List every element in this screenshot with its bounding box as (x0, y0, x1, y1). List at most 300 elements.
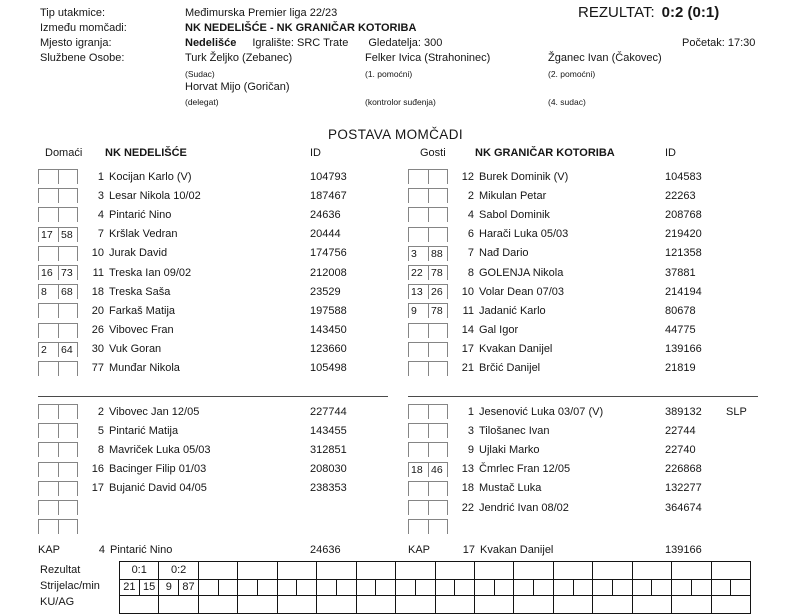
scorer-minute (454, 580, 474, 595)
player-id: 227744 (310, 405, 347, 418)
away-starters-row (408, 167, 768, 186)
ku-ag-cell (120, 596, 158, 613)
scorer-cell (633, 580, 671, 596)
away-kap-label: KAP (408, 543, 431, 556)
home-subs-divider (38, 396, 388, 397)
player-name: Harači Luka 05/03 (479, 228, 569, 241)
sub-out-box (408, 342, 428, 357)
shirt-number: 7 (97, 228, 104, 241)
scorer-cell (554, 580, 592, 596)
player-id: 226868 (665, 463, 702, 476)
home-captain-id: 24636 (310, 543, 341, 556)
sub-minute-box: 78 (428, 303, 448, 318)
scorer-cell (712, 580, 750, 596)
player-name: Jesenović Luka 03/07 (V) (479, 405, 604, 418)
home-subs-row (38, 479, 398, 498)
sub-out-box (38, 481, 58, 496)
home-starters-list (38, 167, 398, 378)
player-id: 104583 (665, 170, 702, 183)
sub-minute-box (428, 169, 448, 184)
sub-out-box (408, 481, 428, 496)
sub-out-box (38, 361, 58, 376)
sub-minute-box: 46 (428, 462, 448, 477)
teams-label: Između momčadi: (40, 22, 127, 34)
shirt-number: 77 (91, 362, 104, 375)
player-name: GOLENJA Nikola (479, 266, 564, 279)
sub-out-box: 8 (38, 284, 58, 299)
player-id: 212008 (310, 266, 347, 279)
result-cell: 0:1 (120, 562, 158, 580)
ku-ag-row-label: KU/AG (40, 596, 75, 608)
away-captain-id: 139166 (665, 543, 702, 556)
sub-out-box (38, 169, 58, 184)
home-starters-row (38, 359, 398, 378)
shirt-number: 18 (91, 285, 104, 298)
scorer-minute (651, 580, 671, 595)
sub-out-box (408, 442, 428, 457)
home-subs-row (38, 498, 398, 517)
sub-out-box (38, 462, 58, 477)
scorer-number (475, 580, 494, 595)
sub-minute-box (428, 207, 448, 222)
shirt-number: 20 (91, 304, 104, 317)
away-starters-row (408, 321, 768, 340)
score-grid-column (278, 562, 317, 613)
shirt-number: 10 (91, 247, 104, 260)
ku-ag-cell (554, 596, 592, 613)
sub-minute-box (58, 519, 78, 534)
officials-label: Službene Osobe: (40, 52, 125, 64)
shirt-number: 30 (91, 343, 104, 356)
sub-out-box (38, 519, 58, 534)
ku-ag-cell (238, 596, 276, 613)
sub-out-box (408, 500, 428, 515)
sub-out-box (408, 519, 428, 534)
delegate-role: (delegat) (185, 97, 219, 107)
scorer-cell (593, 580, 631, 596)
player-id: 22744 (665, 424, 696, 437)
shirt-number: 7 (467, 247, 474, 260)
shirt-number: 10 (461, 285, 474, 298)
player-name: Volar Dean 07/03 (479, 285, 565, 298)
player-name: Ujlaki Marko (479, 443, 540, 456)
sub-minute-box (58, 361, 78, 376)
player-name: Vuk Goran (109, 343, 162, 356)
scorer-number (357, 580, 376, 595)
player-id: 187467 (310, 189, 347, 202)
player-id: 22740 (665, 443, 696, 456)
sub-out-box (38, 188, 58, 203)
sub-minute-box (58, 246, 78, 261)
player-name: Sabol Dominik (479, 208, 550, 221)
player-name: Kocijan Karlo (V) (109, 170, 192, 183)
scorer-minute (691, 580, 711, 595)
sub-out-box: 3 (408, 246, 428, 261)
lineup-title: POSTAVA MOMČADI (327, 127, 463, 142)
player-id: 312851 (310, 443, 347, 456)
scorer-cell (475, 580, 513, 596)
away-subs-row (408, 517, 768, 536)
sub-minute-box: 88 (428, 246, 448, 261)
player-name: Čmrlec Fran 12/05 (479, 463, 571, 476)
ku-ag-cell (357, 596, 395, 613)
player-id: 22263 (665, 189, 696, 202)
player-id: 121358 (665, 247, 702, 260)
sub-minute-box: 58 (58, 227, 78, 242)
home-subs-row (38, 402, 398, 421)
away-captain-name: Kvakan Danijel (480, 543, 554, 556)
sub-minute-box (428, 481, 448, 496)
score-grid-column (120, 562, 159, 613)
player-name: Tilošanec Ivan (479, 424, 550, 437)
scorer-cell (672, 580, 710, 596)
sub-out-box (408, 361, 428, 376)
player-name: Vibovec Jan 12/05 (109, 405, 200, 418)
result-cell (396, 562, 434, 580)
scorer-number: 21 (123, 581, 136, 593)
sub-out-box (408, 227, 428, 242)
player-name: Nađ Dario (479, 247, 529, 260)
score-grid-column (672, 562, 711, 613)
field-name: Igralište: SRC Trate (252, 37, 349, 49)
away-captain-number: 17 (462, 543, 475, 556)
sub-out-box (38, 423, 58, 438)
scorer-number (593, 580, 612, 595)
shirt-number: 6 (467, 228, 474, 241)
shirt-number: 8 (467, 266, 474, 279)
sub-minute-box (58, 303, 78, 318)
scorer-minute (494, 580, 514, 595)
shirt-number: 26 (91, 324, 104, 337)
result-cell (593, 562, 631, 580)
result-cell (514, 562, 552, 580)
away-starters-row (408, 340, 768, 359)
result-value: 0:2 (0:1) (661, 4, 720, 21)
ku-ag-cell (317, 596, 355, 613)
result-label: REZULTAT: (578, 4, 655, 21)
sub-out-box: 13 (408, 284, 428, 299)
player-name: Lesar Nikola 10/02 (109, 189, 201, 202)
away-starters-row (408, 282, 768, 301)
ku-ag-cell (199, 596, 237, 613)
player-name: Mikulan Petar (479, 189, 547, 202)
assistant1-role: (1. pomoćni) (365, 69, 413, 79)
sub-minute-box (428, 519, 448, 534)
sub-out-box (408, 323, 428, 338)
player-name: Gal Igor (479, 324, 519, 337)
venue-line (185, 37, 442, 49)
score-grid-column (199, 562, 238, 613)
sub-minute-box (58, 423, 78, 438)
sub-minute-box (58, 442, 78, 457)
player-id: 219420 (665, 228, 702, 241)
home-subs-row (38, 460, 398, 479)
result-row-label: Rezultat (40, 564, 81, 576)
score-grid-column (436, 562, 475, 613)
scorer-number: 9 (165, 581, 172, 593)
scorer-cell (357, 580, 395, 596)
sub-out-box (408, 423, 428, 438)
player-id: 44775 (665, 324, 696, 337)
home-captain-row (38, 540, 398, 559)
player-extra-flag: SLP (726, 405, 747, 418)
home-subs-list (38, 402, 398, 536)
score-grid-column (712, 562, 750, 613)
teams-value: NK NEDELIŠĆE - NK GRANIČAR KOTORIBA (185, 22, 417, 34)
shirt-number: 14 (461, 324, 474, 337)
controller-role: (kontrolor suđenja) (365, 97, 436, 107)
player-id: 24636 (310, 208, 341, 221)
sub-minute-box (58, 207, 78, 222)
player-id: 208768 (665, 208, 702, 221)
scorer-cell (159, 580, 197, 596)
home-starters-row (38, 167, 398, 186)
sub-out-box: 2 (38, 342, 58, 357)
shirt-number: 4 (97, 208, 104, 221)
venue-name: Nedelišće (185, 37, 237, 49)
sub-minute-box (428, 500, 448, 515)
scorer-cell (514, 580, 552, 596)
away-subs-row (408, 479, 768, 498)
shirt-number: 2 (467, 189, 474, 202)
sub-minute-box (58, 481, 78, 496)
scorer-minute (257, 580, 277, 595)
home-starters-row (38, 301, 398, 320)
shirt-number: 1 (97, 170, 104, 183)
shirt-number: 11 (462, 304, 474, 317)
player-id: 238353 (310, 482, 347, 495)
shirt-number: 22 (461, 501, 474, 514)
sub-out-box: 18 (408, 462, 428, 477)
sub-minute-box: 26 (428, 284, 448, 299)
player-name: Farkaš Matija (109, 304, 176, 317)
player-name: Treska Ian 09/02 (109, 266, 192, 279)
shirt-number: 1 (467, 405, 474, 418)
scorer-minute (612, 580, 632, 595)
result-cell (712, 562, 750, 580)
player-name: Treska Saša (109, 285, 171, 298)
home-captain-name: Pintarić Nino (110, 543, 173, 556)
scorer-minute (336, 580, 356, 595)
scorer-cell (199, 580, 237, 596)
sub-minute-box (428, 342, 448, 357)
result-cell (199, 562, 237, 580)
scorer-minute (533, 580, 553, 595)
ku-ag-cell (593, 596, 631, 613)
referee-role: (Sudac) (185, 69, 215, 79)
home-subs-row (38, 440, 398, 459)
player-id: 80678 (665, 304, 696, 317)
result-line (578, 4, 719, 21)
sub-minute-box (58, 323, 78, 338)
sub-out-box (38, 500, 58, 515)
score-grid (119, 561, 751, 614)
scorer-minute (573, 580, 593, 595)
scorer-cell (238, 580, 276, 596)
away-subs-list (408, 402, 768, 536)
away-side-label: Gosti (420, 147, 446, 159)
player-id: 132277 (665, 482, 702, 495)
away-id-header: ID (665, 147, 676, 159)
away-subs-row (408, 460, 768, 479)
shirt-number: 11 (92, 266, 104, 279)
home-team-name: NK NEDELIŠĆE (105, 147, 187, 159)
player-name: Bujanić David 04/05 (109, 482, 207, 495)
sub-out-box (408, 404, 428, 419)
player-name: Vibovec Fran (109, 324, 174, 337)
ku-ag-cell (633, 596, 671, 613)
shirt-number: 5 (97, 424, 104, 437)
player-id: 214194 (665, 285, 702, 298)
scorer-number (278, 580, 297, 595)
sub-minute-box: 78 (428, 265, 448, 280)
sub-out-box: 17 (38, 227, 58, 242)
scorer-cell (396, 580, 434, 596)
home-captain-number: 4 (98, 543, 105, 556)
player-name: Munđar Nikola (109, 362, 180, 375)
away-starters-row (408, 263, 768, 282)
sub-minute-box (428, 227, 448, 242)
home-starters-row (38, 244, 398, 263)
scorer-number (317, 580, 336, 595)
away-starters-row (408, 205, 768, 224)
attendance: Gledatelja: 300 (368, 37, 443, 49)
scorer-number (672, 580, 691, 595)
player-id: 174756 (310, 247, 347, 260)
score-grid-column (514, 562, 553, 613)
result-cell: 0:2 (159, 562, 197, 580)
assistant1-name: Felker Ivica (Strahoninec) (365, 52, 491, 64)
home-starters-row (38, 205, 398, 224)
shirt-number: 17 (461, 343, 474, 356)
sub-minute-box: 64 (58, 342, 78, 357)
result-cell (317, 562, 355, 580)
home-id-header: ID (310, 147, 321, 159)
player-id: 37881 (665, 266, 696, 279)
result-cell (554, 562, 592, 580)
home-starters-row (38, 282, 398, 301)
score-grid-column (159, 562, 198, 613)
sub-out-box (408, 188, 428, 203)
score-grid-column (475, 562, 514, 613)
sub-out-box: 22 (408, 265, 428, 280)
away-captain-row (408, 540, 768, 559)
home-starters-row (38, 263, 398, 282)
shirt-number: 12 (461, 170, 474, 183)
sub-minute-box (58, 500, 78, 515)
player-id: 389132 (665, 405, 702, 418)
player-name: Pintarić Nino (109, 208, 172, 221)
shirt-number: 2 (97, 405, 104, 418)
player-name: Jendrić Ivan 08/02 (479, 501, 569, 514)
away-starters-row (408, 225, 768, 244)
player-id: 208030 (310, 463, 347, 476)
sub-minute-box: 68 (58, 284, 78, 299)
scorer-number (238, 580, 257, 595)
player-id: 364674 (665, 501, 702, 514)
shirt-number: 16 (91, 463, 104, 476)
result-cell (278, 562, 316, 580)
shirt-number: 18 (461, 482, 474, 495)
match-type-value: Međimurska Premier liga 22/23 (185, 7, 338, 19)
scorer-minute (730, 580, 750, 595)
referee-name: Turk Željko (Zebanec) (185, 52, 293, 64)
scorer-row-label: Strijelac/min (40, 580, 100, 592)
scorer-number (199, 580, 218, 595)
scorer-number (554, 580, 573, 595)
away-subs-row (408, 440, 768, 459)
ku-ag-cell (159, 596, 197, 613)
player-id: 104793 (310, 170, 347, 183)
scorer-cell (278, 580, 316, 596)
sub-minute-box (58, 462, 78, 477)
scorer-minute (375, 580, 395, 595)
shirt-number: 13 (461, 463, 474, 476)
scorer-cell (436, 580, 474, 596)
sub-out-box (38, 246, 58, 261)
ku-ag-cell (475, 596, 513, 613)
delegate-name: Horvat Mijo (Goričan) (185, 81, 290, 93)
score-grid-column (238, 562, 277, 613)
home-starters-row (38, 225, 398, 244)
player-id: 197588 (310, 304, 347, 317)
player-name: Brčić Danijel (479, 362, 541, 375)
player-name: Burek Dominik (V) (479, 170, 569, 183)
scorer-number (396, 580, 415, 595)
assistant2-role: (2. pomoćni) (548, 69, 596, 79)
away-starters-row (408, 359, 768, 378)
result-cell (672, 562, 710, 580)
result-cell (436, 562, 474, 580)
shirt-number: 21 (461, 362, 474, 375)
away-starters-row (408, 301, 768, 320)
score-grid-column (396, 562, 435, 613)
score-grid-column (593, 562, 632, 613)
player-name: Jadanić Karlo (479, 304, 546, 317)
away-team-name: NK GRANIČAR KOTORIBA (475, 147, 615, 159)
away-subs-row (408, 498, 768, 517)
score-grid-column (317, 562, 356, 613)
result-cell (357, 562, 395, 580)
shirt-number: 17 (91, 482, 104, 495)
scorer-number (633, 580, 652, 595)
ku-ag-cell (436, 596, 474, 613)
home-kap-label: KAP (38, 543, 61, 556)
player-id: 23529 (310, 285, 341, 298)
home-starters-row (38, 321, 398, 340)
sub-out-box (38, 303, 58, 318)
away-subs-row (408, 402, 768, 421)
sub-minute-box (428, 188, 448, 203)
home-subs-row (38, 517, 398, 536)
scorer-minute: 87 (178, 580, 198, 595)
scorer-number (436, 580, 455, 595)
away-subs-divider (408, 396, 758, 397)
sub-minute-box (428, 423, 448, 438)
home-starters-row (38, 186, 398, 205)
player-id: 143450 (310, 324, 347, 337)
player-name: Bacinger Filip 01/03 (109, 463, 207, 476)
sub-minute-box: 73 (58, 265, 78, 280)
away-starters-row (408, 244, 768, 263)
home-starters-row (38, 340, 398, 359)
scorer-cell (317, 580, 355, 596)
fourth-official-role: (4. sudac) (548, 97, 586, 107)
scorer-minute (218, 580, 238, 595)
scorer-minute (415, 580, 435, 595)
player-id: 123660 (310, 343, 347, 356)
shirt-number: 9 (467, 443, 474, 456)
